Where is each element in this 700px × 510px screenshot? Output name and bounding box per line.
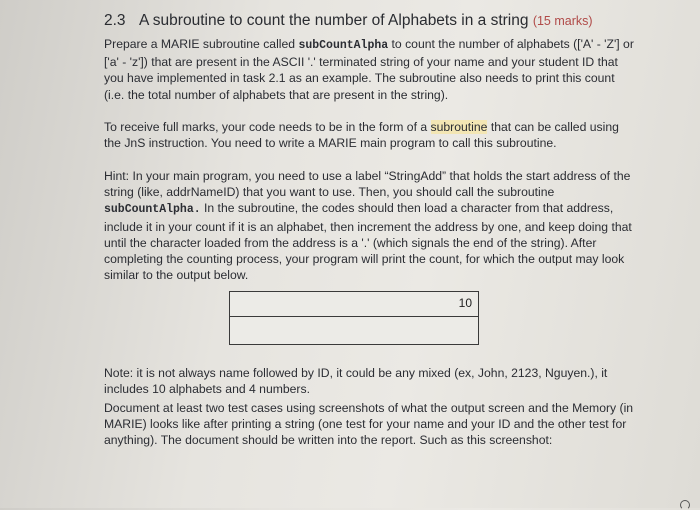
- page-corner-mark: [680, 500, 690, 510]
- intro-text-1: Prepare a MARIE subroutine called: [104, 37, 299, 51]
- document-paragraph: Document at least two test cases using screenshots of what the output screen and the Memory (in MARIE) looks like after printing a string (one test for your name and your ID and the other test for anything). The document should be written into the report. Such as this screenshot:: [104, 401, 634, 448]
- requirements-text-1: To receive full marks, your code needs to be in the form of a: [104, 120, 431, 134]
- intro-text-2: to count the number of alphabets (['A' - 'Z'] or ['a' - 'z']) that are present in the ASCII '.' terminated string of your name and your student ID that you have implemented in task 2.1 as an example. The subroutine also needs to print this count (i.e. the total number of alphabets that are present in the string).: [104, 37, 634, 102]
- hint-text-1: Hint: In your main program, you need to use a label “StringAdd” that holds the start address of the string (like, addrNameID) that you want to use. Then, you should call the subroutine: [104, 169, 631, 200]
- intro-paragraph: [104, 36, 636, 103]
- note-paragraph: Note: it is not always name followed by ID, it could be any mixed (ex, John, 2123, Nguyen.), it includes 10 alphabets and 4 numbers.: [104, 366, 608, 397]
- section-number: 2.3: [104, 12, 126, 29]
- section-marks: (15 marks): [532, 14, 593, 28]
- section-heading: [104, 12, 684, 30]
- highlighted-word-subroutine: subroutine: [430, 120, 488, 134]
- hint-paragraph: [104, 168, 636, 283]
- hint-code-subcountalpha: subCountAlpha.: [104, 203, 201, 217]
- sample-output-box: [229, 291, 479, 345]
- output-value: 10: [458, 296, 472, 310]
- intro-code-subcountalpha: subCountAlpha: [298, 39, 389, 52]
- requirements-paragraph: [104, 119, 636, 151]
- requirements-text-2: that can be called using the JnS instruction. You need to write a MARIE main program to call this subroutine.: [104, 120, 619, 151]
- hint-text-2: In the subroutine, the codes should then load a character from that address, include it in your count if it is an alphabet, then increment the address by one, and keep doing that until the character loaded from the address is a '.' (which signals the end of the string). After completing the counting process, your program will print the count, for which the output may look similar to the output below.: [104, 201, 632, 283]
- section-title: A subroutine to count the number of Alphabets in a string: [139, 12, 529, 29]
- output-row: [230, 292, 478, 317]
